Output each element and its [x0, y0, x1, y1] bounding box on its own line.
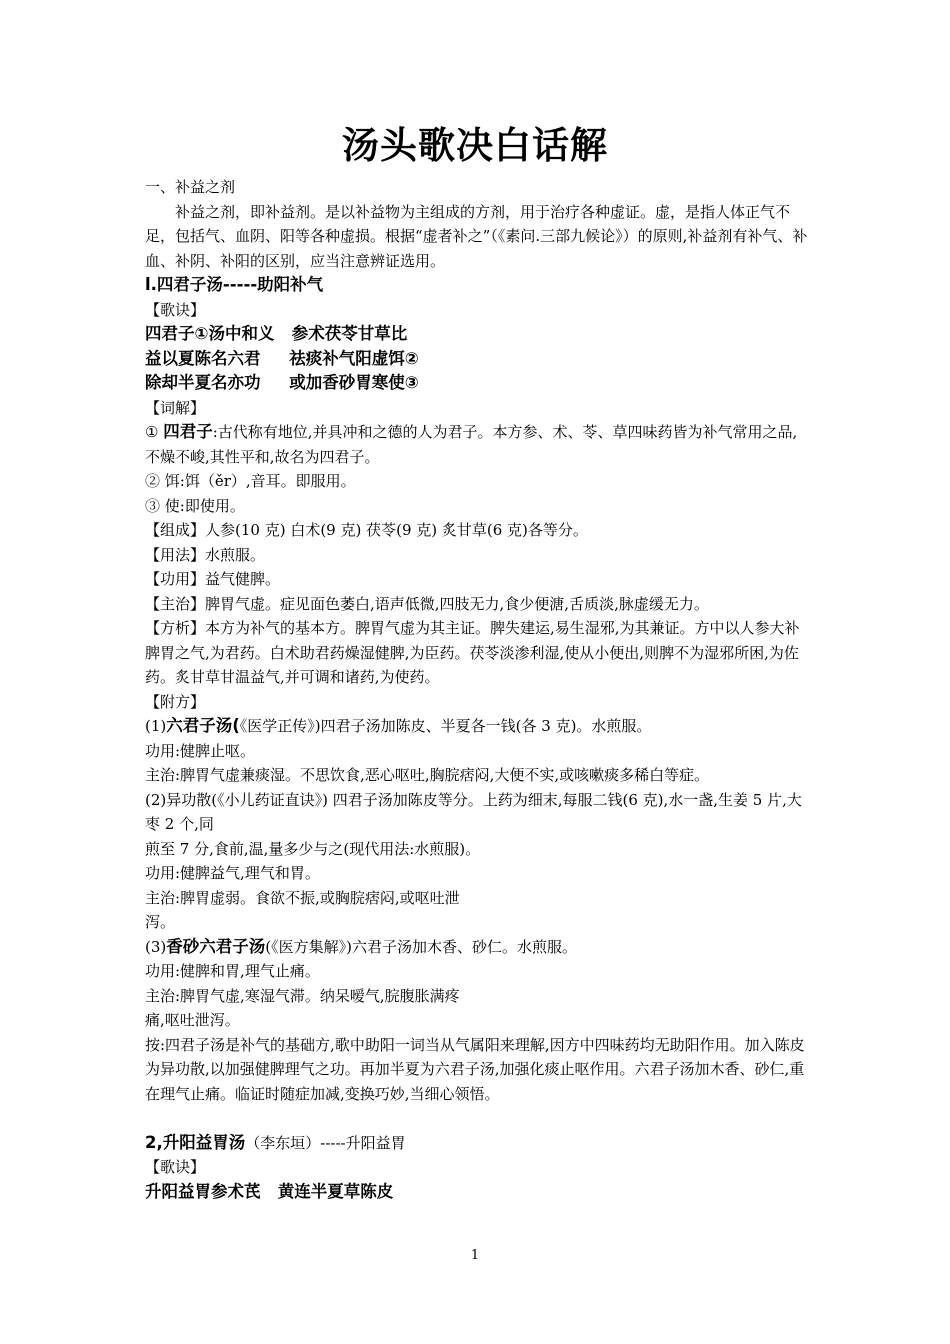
- verse2-line-1: 升阳益胃参术芪 黄连半夏草陈皮: [145, 1181, 394, 1201]
- verse-line-2: 益以夏陈名六君 祛痰补气阳虚饵②: [145, 348, 419, 368]
- usage: 【用法】水煎服。: [145, 545, 266, 564]
- indication: 【主治】脾胃气虚。症见面色萎白,语声低微,四肢无力,食少便溏,舌质淡,脉虚缓无力。: [145, 594, 709, 613]
- note-1-prefix: ①: [145, 423, 164, 441]
- formula2-title: [145, 1131, 810, 1156]
- note-1: [145, 420, 810, 469]
- song-label-2: 【歌诀】: [145, 1158, 206, 1176]
- section-heading: 一、补益之剂: [145, 178, 236, 196]
- note-1-text: :古代称有地位,并具冲和之德的人为君子。本方参、术、苓、草四味药皆为补气常用之品,不燥不峻,其性平和,故名为四君子。: [145, 423, 798, 466]
- sub3-name: 香砂六君子汤: [166, 936, 266, 956]
- sub3-text: (《医方集解》)六君子汤加木香、砂仁。水煎服。: [265, 937, 577, 956]
- sub1-indication: 主治:脾胃气虚兼痰湿。不思饮食,恶心呕吐,胸脘痞闷,大便不实,或咳嗽痰多稀白等症。: [145, 766, 710, 784]
- sub2-indication-1: 主治:脾胃虚弱。食欲不振,或胸脘痞闷,或呕吐泄: [145, 888, 460, 907]
- analysis: 【方析】本方为补气的基本方。脾胃气虚为其主证。脾失建运,易生湿邪,为其兼证。方中以人参大补脾胃之气,为君药。白术助君药燥湿健脾,为臣药。茯苓淡渗利湿,使从小便出,则脾不为湿邪所困,为佐药。炙甘草甘温益气,并可调和诸药,为使药。: [145, 619, 800, 686]
- appendix-label: 【附方】: [145, 692, 206, 711]
- verse-line-1: 四君子①汤中和义 参术茯苓甘草比: [145, 324, 408, 343]
- note-2: ② 饵:饵（ěr）,音耳。即服用。: [145, 472, 356, 490]
- composition: 【组成】人参(10 克) 白术(9 克) 茯苓(9 克) 炙甘草(6 克)各等分。: [145, 521, 588, 539]
- sub2-function: 功用:健脾益气,理气和胃。: [145, 864, 320, 882]
- blank-line: [145, 1106, 810, 1131]
- sub1-function: 功用:健脾止呕。: [145, 741, 256, 760]
- intro-paragraph: 补益之剂，即补益剂。是以补益物为主组成的方剂，用于治疗各种虚证。虚，是指人体正气不足，包括气、血阴、阳等各种虚损。根据“虚者补之”（《素问.三部九候论》）的原则,补益剂有补气、补血、补阴、补阳的区别，应当注意辨证选用。: [145, 202, 808, 270]
- sub1-name: 六君子汤(: [166, 716, 240, 735]
- sub-formula-1: [145, 714, 810, 739]
- words-label: 【词解】: [145, 398, 206, 417]
- document-body: [145, 175, 810, 1204]
- sub-formula-3: [145, 935, 810, 960]
- formula2-title-rest: （李东垣）-----升阳益胃: [245, 1133, 406, 1152]
- function: 【功用】益气健脾。: [145, 570, 281, 588]
- sub2-indication-2: 泻。: [145, 913, 176, 931]
- formula2-title-bold: 2,升阳益胃汤: [145, 1132, 246, 1152]
- page-number: 1: [470, 1248, 480, 1263]
- sub3-indication-2: 痛,呕吐泄泻。: [145, 1011, 240, 1029]
- sub3-indication-1: 主治:脾胃气虚,寒湿气滞。纳呆嗳气,脘腹胀满疼: [145, 986, 460, 1005]
- note-1-term: 四君子: [163, 422, 213, 441]
- formula1-title: l.四君子汤-----助阳补气: [145, 275, 324, 294]
- sub3-function: 功用:健脾和胃,理气止痛。: [145, 962, 320, 980]
- sub1-text: 《医学正传》)四君子汤加陈皮、半夏各一钱(各 3 克)。水煎服。: [239, 717, 652, 735]
- document-title: 汤头歌决白话解: [342, 124, 608, 167]
- song-label: 【歌诀】: [145, 300, 206, 319]
- remark: 按:四君子汤是补气的基础方,歌中助阳一词当从气属阳来理解,因方中四味药均无助阳作用。加入陈皮为异功散,以加强健脾理气之功。再加半夏为六君子汤,加强化痰止呕作用。六君子汤加木香、砂仁,重在理气止痛。临证时随症加减,变换巧妙,当细心领悟。: [145, 1035, 805, 1103]
- verse-line-3: 除却半夏名亦功 或加香砂胃寒使③: [145, 373, 419, 392]
- note-3: ③ 使:即使用。: [145, 496, 245, 515]
- sub-formula-2-line-2: 煎至 7 分,食前,温,量多少与之(现代用法:水煎服)。: [145, 839, 481, 858]
- sub1-num: (1): [145, 717, 167, 735]
- sub-formula-2-line-1: (2)异功散(《小儿药证直诀》) 四君子汤加陈皮等分。上药为细末,每服二钱(6 克),水一盏,生姜 5 片,大枣 2 个,同: [145, 790, 802, 833]
- sub3-num: (3): [145, 937, 167, 956]
